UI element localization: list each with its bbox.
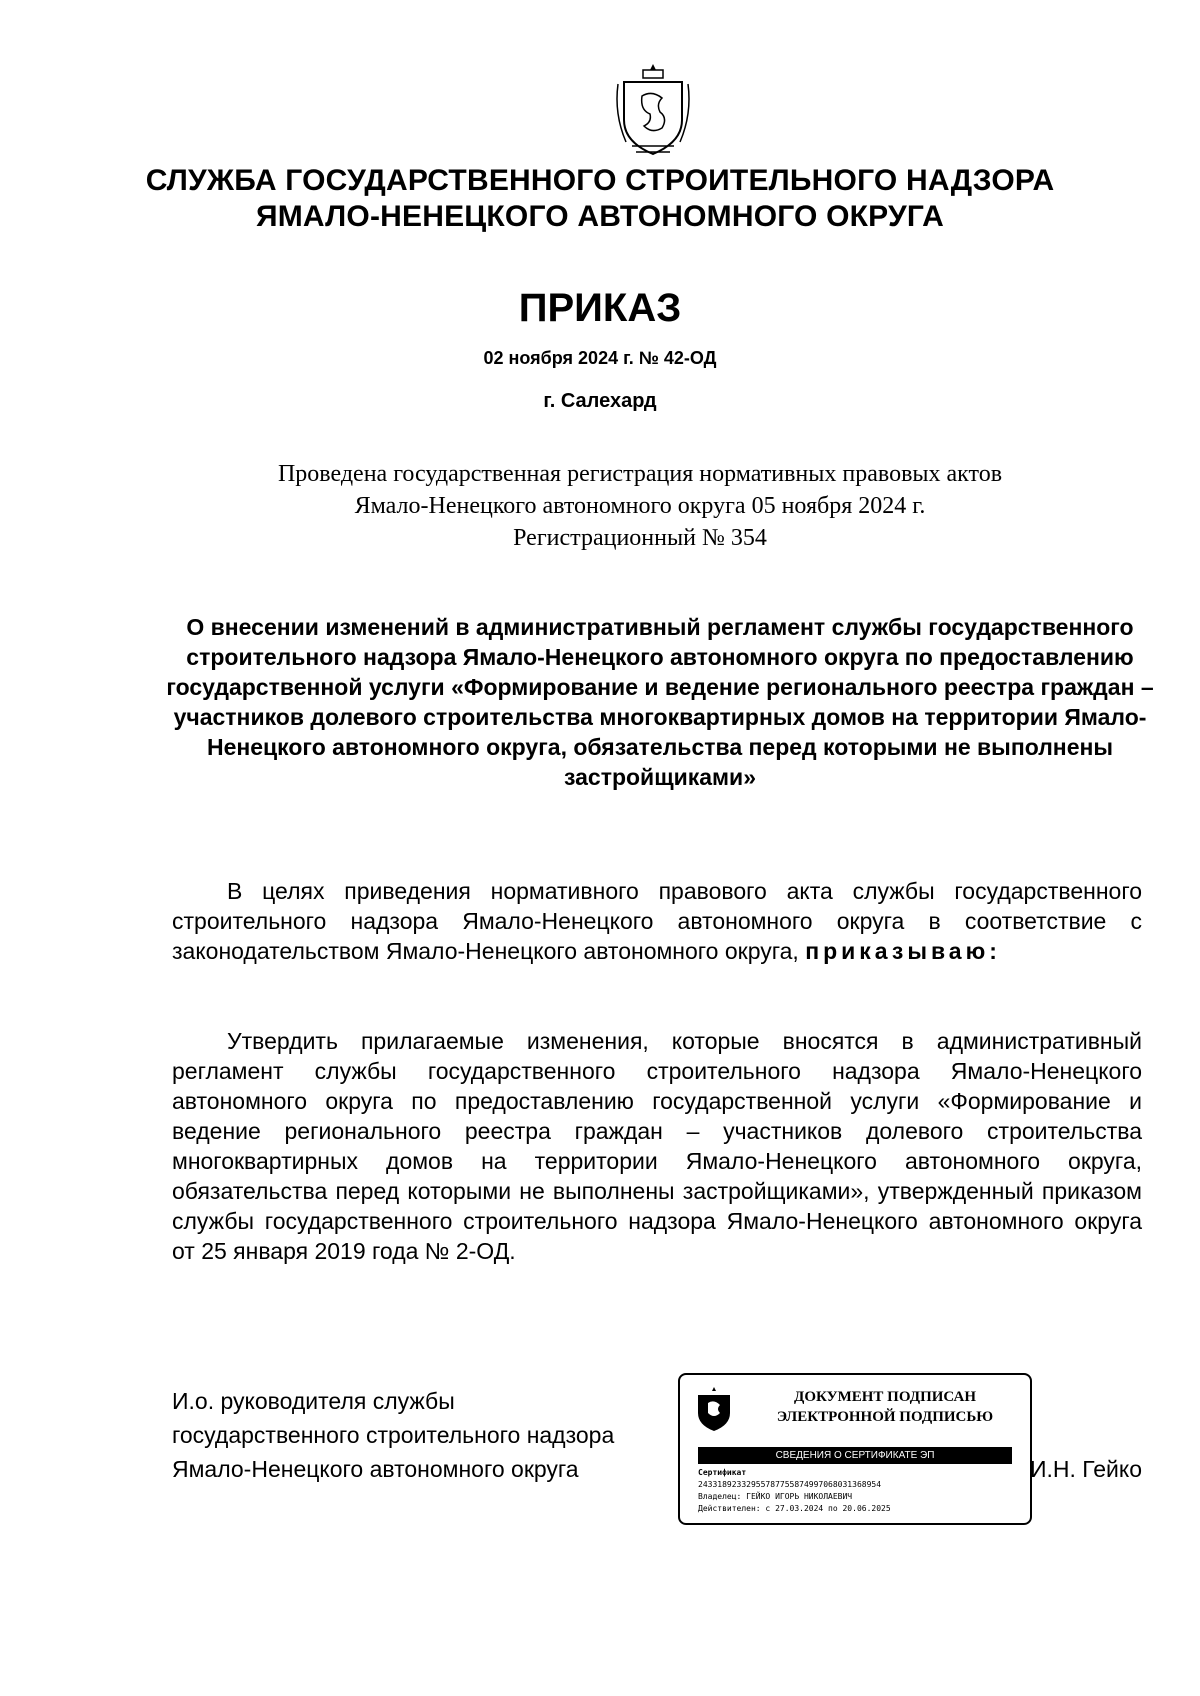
electronic-signature-stamp xyxy=(678,1373,1032,1525)
stamp-certificate-bar: СВЕДЕНИЯ О СЕРТИФИКАТЕ ЭП xyxy=(698,1447,1012,1464)
date-and-number: 02 ноября 2024 г. № 42-ОД xyxy=(483,348,717,368)
city: г. Салехард xyxy=(543,390,657,412)
document-type-title: ПРИКАЗ xyxy=(518,286,682,330)
signer-title-line3: Ямало-Ненецкого автономного округа xyxy=(172,1456,579,1482)
order-paragraph: Утвердить прилагаемые изменения, которые вносятся в административный регламент службы государственного строительного надзора Ямало-Ненецкого автономного округа по предоставлению государственной услуги «Формирование и ведение регионального реестра граждан – участников долевого строительства многоквартирных домов на территории Ямало-Ненецкого автономного округа, обязательства перед которыми не выполнены застройщиками», утвержденный приказом службы государственного строительного надзора Ямало-Ненецкого автономного округа от 25 января 2019 года № 2-ОД. xyxy=(172,1028,1142,1264)
stamp-heading-line2: ЭЛЕКТРОННОЙ ПОДПИСЬЮ xyxy=(776,1409,994,1425)
yanao-coat-of-arms-icon xyxy=(612,60,694,160)
signer-name: И.Н. Гейко xyxy=(1030,1456,1142,1482)
signer-title-line2: государственного строительного надзора xyxy=(172,1422,615,1448)
organization-name-line1: СЛУЖБА ГОСУДАРСТВЕННОГО СТРОИТЕЛЬНОГО НАДЗОРА xyxy=(145,164,1055,197)
stamp-validity: Действителен: с 27.03.2024 по 20.06.2025 xyxy=(698,1504,891,1513)
stamp-heading xyxy=(746,1387,1024,1427)
order-word: приказываю: xyxy=(805,938,1001,964)
preamble-text: В целях приведения нормативного правового акта службы государственного строительного надзора Ямало-Ненецкого автономного округа в соответствие с законодательством Ямало-Ненецкого автономного округа, xyxy=(172,878,1142,964)
stamp-certificate-details xyxy=(698,1467,1018,1515)
stamp-owner: Владелец: ГЕЙКО ИГОРЬ НИКОЛАЕВИЧ xyxy=(698,1492,853,1501)
organization-name-line2: ЯМАЛО-НЕНЕЦКОГО АВТОНОМНОГО ОКРУГА xyxy=(255,200,945,233)
registration-line2: Ямало-Ненецкого автономного округа 05 ноября 2024 г. xyxy=(354,493,926,519)
document-subject: О внесении изменений в административный регламент службы государственного строительного надзора Ямало-Ненецкого автономного округа по предоставлению государственной услуги «Формирование и ведение регионального реестра граждан – участников долевого строительства многоквартирных домов на территории Ямало-Ненецкого автономного округа, обязательства перед которыми не выполнены застройщиками» xyxy=(166,614,1154,790)
stamp-cert-number: 24331892332955787755874997068031368954 xyxy=(698,1480,882,1489)
registration-line1: Проведена государственная регистрация нормативных правовых актов xyxy=(277,461,1003,487)
stamp-heading-line1: ДОКУМЕНТ ПОДПИСАН xyxy=(794,1389,976,1405)
stamp-cert-label: Сертификат xyxy=(698,1468,747,1477)
yanao-emblem-icon xyxy=(692,1385,736,1435)
registration-number: Регистрационный № 354 xyxy=(513,525,767,551)
signer-title-line1: И.о. руководителя службы xyxy=(172,1388,455,1414)
preamble-paragraph xyxy=(172,876,1142,966)
